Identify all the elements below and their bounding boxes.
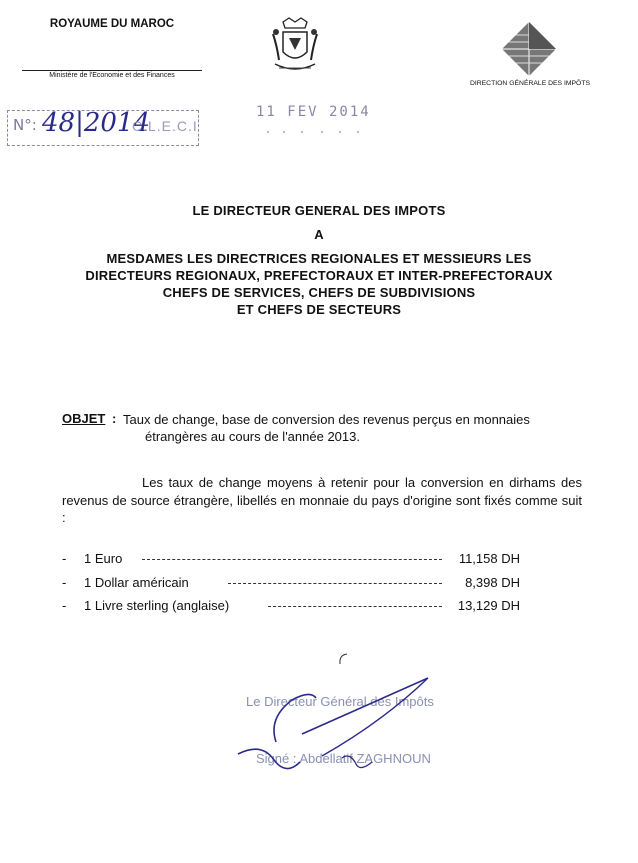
sender-title: LE DIRECTEUR GENERAL DES IMPOTS xyxy=(192,203,446,218)
reference-prefix: N°: xyxy=(13,116,37,134)
subject-line-2: étrangères au cours de l'année 2013. xyxy=(145,429,360,444)
rate-row-pound xyxy=(62,598,582,616)
handwritten-signature xyxy=(232,672,442,782)
signatory-name: Signé : Abdellatif ZAGHNOUN xyxy=(256,751,431,766)
dgi-logo-icon xyxy=(500,20,558,78)
signature-tick xyxy=(335,652,349,666)
rate-label: 1 Dollar américain xyxy=(84,575,189,590)
recipients-line-1: MESDAMES LES DIRECTRICES REGIONALES ET MESSIEURS LES xyxy=(106,251,532,266)
recipients-line-2: DIRECTEURS REGIONAUX, PREFECTORAUX ET INTER-PREFECTORAUX xyxy=(85,268,553,283)
royal-coat-of-arms-icon xyxy=(269,16,321,76)
recipients-line-3: CHEFS DE SERVICES, CHEFS DE SUBDIVISIONS xyxy=(162,285,476,300)
recipients-line-4: ET CHEFS DE SECTEURS xyxy=(236,302,402,317)
subject-colon: : xyxy=(112,411,117,426)
rate-leader xyxy=(228,583,442,584)
rate-bullet: - xyxy=(62,598,67,613)
ministry-divider xyxy=(22,70,202,71)
rate-value: 8,398 DH xyxy=(465,575,520,590)
signatory-title: Le Directeur Général des Impôts xyxy=(246,694,434,709)
rate-value: 11,158 DH xyxy=(458,551,520,566)
rate-leader xyxy=(268,606,442,607)
date-stamp: 11 FEV 2014 xyxy=(256,104,371,120)
date-stamp-dots xyxy=(262,128,372,136)
rate-bullet: - xyxy=(62,575,67,590)
rate-value: 13,129 DH xyxy=(457,598,520,613)
body-paragraph: Les taux de change moyens à retenir pour la conversion en dirhams des revenus de source étrangère, libellés en monnaie du pays d'origine sont fixés comme suit : xyxy=(62,475,582,525)
rate-label: 1 Euro xyxy=(84,551,123,566)
rate-label: 1 Livre sterling (anglaise) xyxy=(84,598,230,613)
rate-row-dollar xyxy=(62,575,582,593)
directorate-name: DIRECTION GÉNÉRALE DES IMPÔTS xyxy=(469,80,591,87)
reference-service: C.L.E.C.I xyxy=(132,118,198,134)
ministry-name: Ministère de l'Economie et des Finances xyxy=(49,72,175,79)
reference-number: 48|2014 xyxy=(42,108,151,138)
subject-label: OBJET xyxy=(62,411,106,426)
rate-row-euro xyxy=(62,551,582,569)
subject-line-1: Taux de change, base de conversion des revenus perçus en monnaies xyxy=(123,412,530,427)
addressee-connector: A xyxy=(314,227,324,242)
kingdom-name: ROYAUME DU MAROC xyxy=(49,18,175,30)
rate-bullet: - xyxy=(62,551,67,566)
rate-leader xyxy=(142,559,442,560)
